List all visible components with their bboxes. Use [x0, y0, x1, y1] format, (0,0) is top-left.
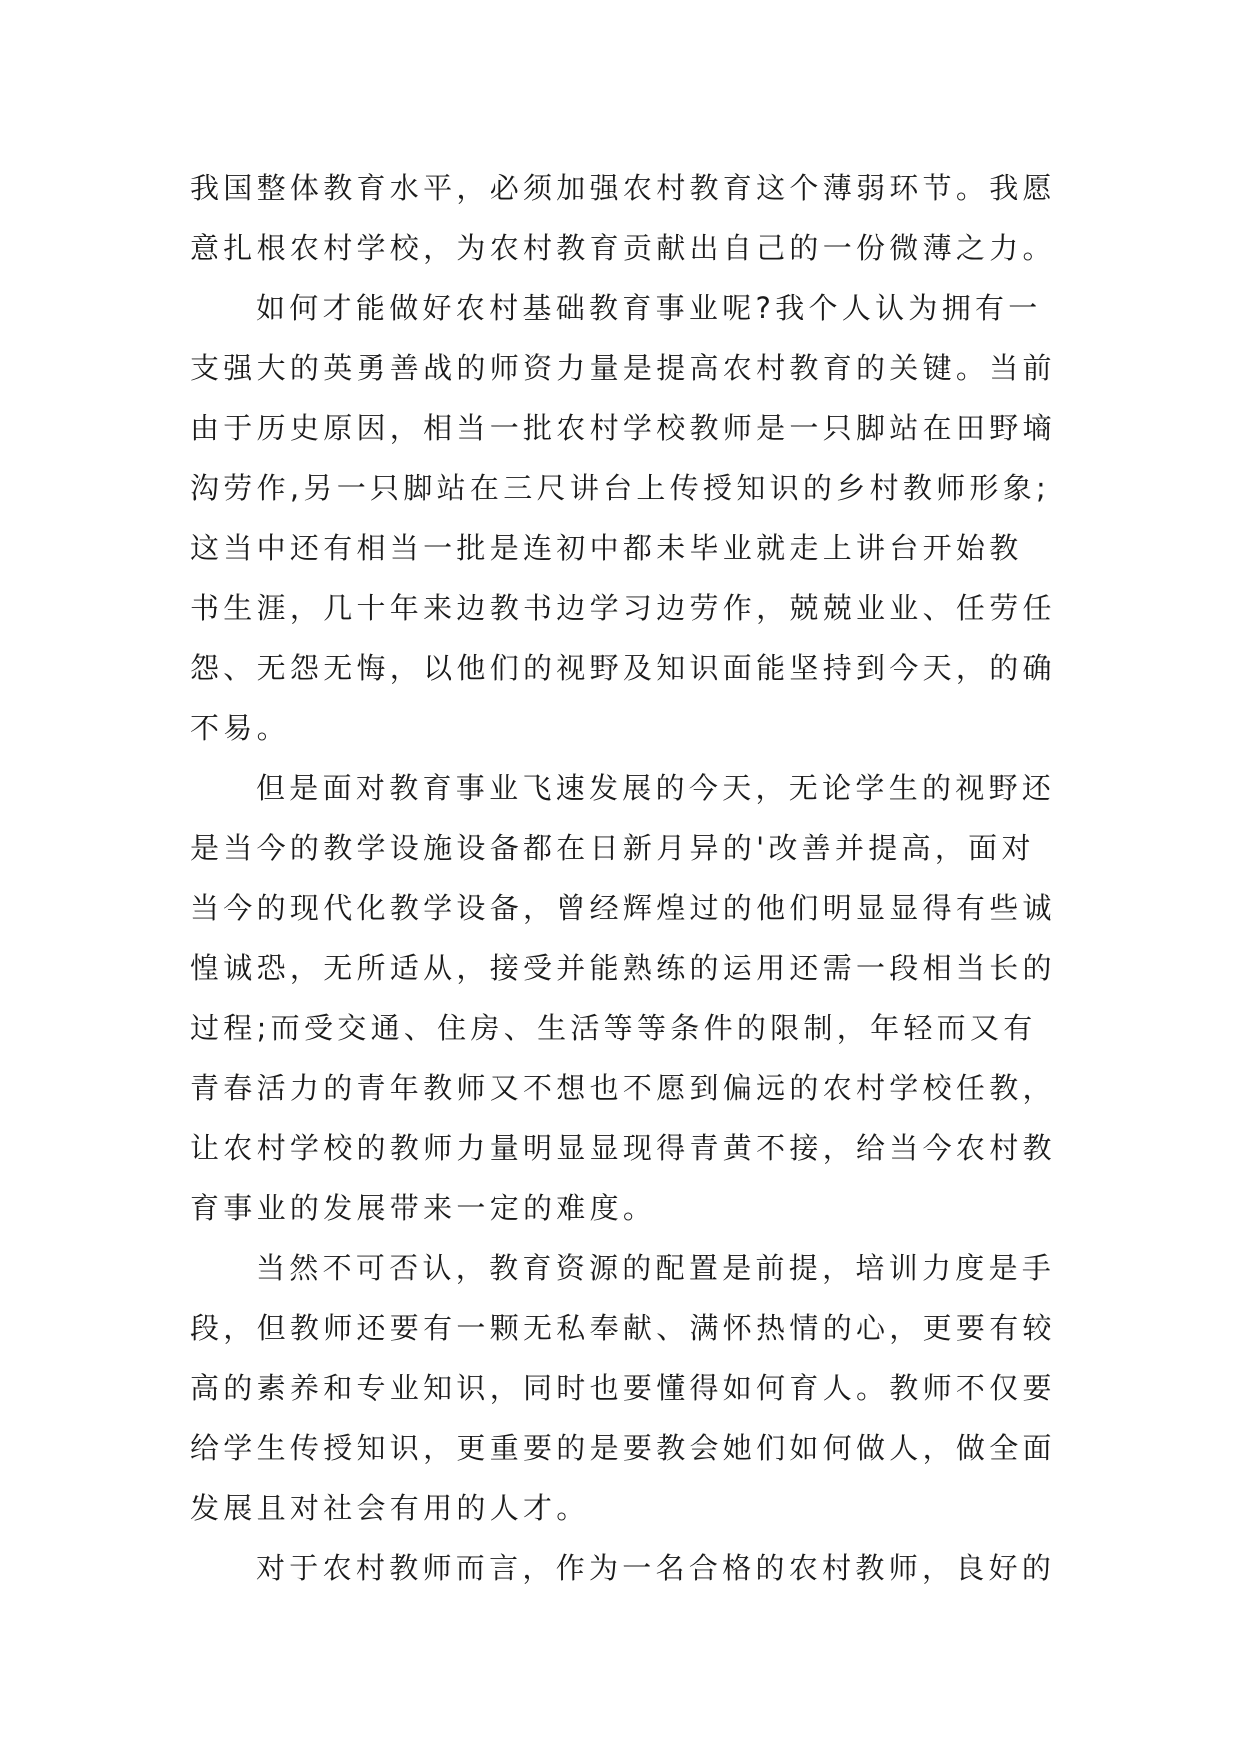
text-line: 是当今的教学设施设备都在日新月异的'改善并提高，面对: [190, 831, 1035, 865]
text-line: 沟劳作,另一只脚站在三尺讲台上传授知识的乡村教师形象;: [190, 471, 1051, 505]
text-line: 这当中还有相当一批是连初中都未毕业就走上讲台开始教: [190, 531, 1023, 565]
text-line: 青春活力的青年教师又不想也不愿到偏远的农村学校任教，: [190, 1071, 1056, 1105]
text-line: 育事业的发展带来一定的难度。: [190, 1191, 657, 1225]
paragraph-first-line: 当然不可否认，教育资源的配置是前提，培训力度是手: [256, 1251, 1056, 1285]
text-line: 由于历史原因，相当一批农村学校教师是一只脚站在田野墒: [190, 411, 1056, 445]
paragraph-first-line: 但是面对教育事业飞速发展的今天，无论学生的视野还: [256, 771, 1056, 805]
paragraph-first-line: 如何才能做好农村基础教育事业呢?我个人认为拥有一: [256, 291, 1042, 325]
text-line: 怨、无怨无悔，以他们的视野及知识面能坚持到今天，的确: [190, 651, 1056, 685]
text-line: 过程;而受交通、住房、生活等等条件的限制，年轻而又有: [190, 1011, 1037, 1045]
paragraph-first-line: 对于农村教师而言，作为一名合格的农村教师，良好的: [256, 1551, 1056, 1585]
document-body: [190, 158, 1070, 1598]
text-line: 高的素养和专业知识，同时也要懂得如何育人。教师不仅要: [190, 1371, 1056, 1405]
text-line: 给学生传授知识，更重要的是要教会她们如何做人，做全面: [190, 1431, 1056, 1465]
text-line: 意扎根农村学校，为农村教育贡献出自己的一份微薄之力。: [190, 231, 1056, 265]
text-line: 不易。: [190, 711, 290, 745]
text-line: 当今的现代化教学设备，曾经辉煌过的他们明显显得有些诚: [190, 891, 1056, 925]
text-line: 段，但教师还要有一颗无私奉献、满怀热情的心，更要有较: [190, 1311, 1056, 1345]
text-line: 让农村学校的教师力量明显显现得青黄不接，给当今农村教: [190, 1131, 1056, 1165]
text-line: 支强大的英勇善战的师资力量是提高农村教育的关键。当前: [190, 351, 1056, 385]
text-line: 我国整体教育水平，必须加强农村教育这个薄弱环节。我愿: [190, 171, 1056, 205]
text-line: 书生涯，几十年来边教书边学习边劳作，兢兢业业、任劳任: [190, 591, 1056, 625]
text-line: 发展且对社会有用的人才。: [190, 1491, 590, 1525]
text-line: 惶诚恐，无所适从，接受并能熟练的运用还需一段相当长的: [190, 951, 1056, 985]
